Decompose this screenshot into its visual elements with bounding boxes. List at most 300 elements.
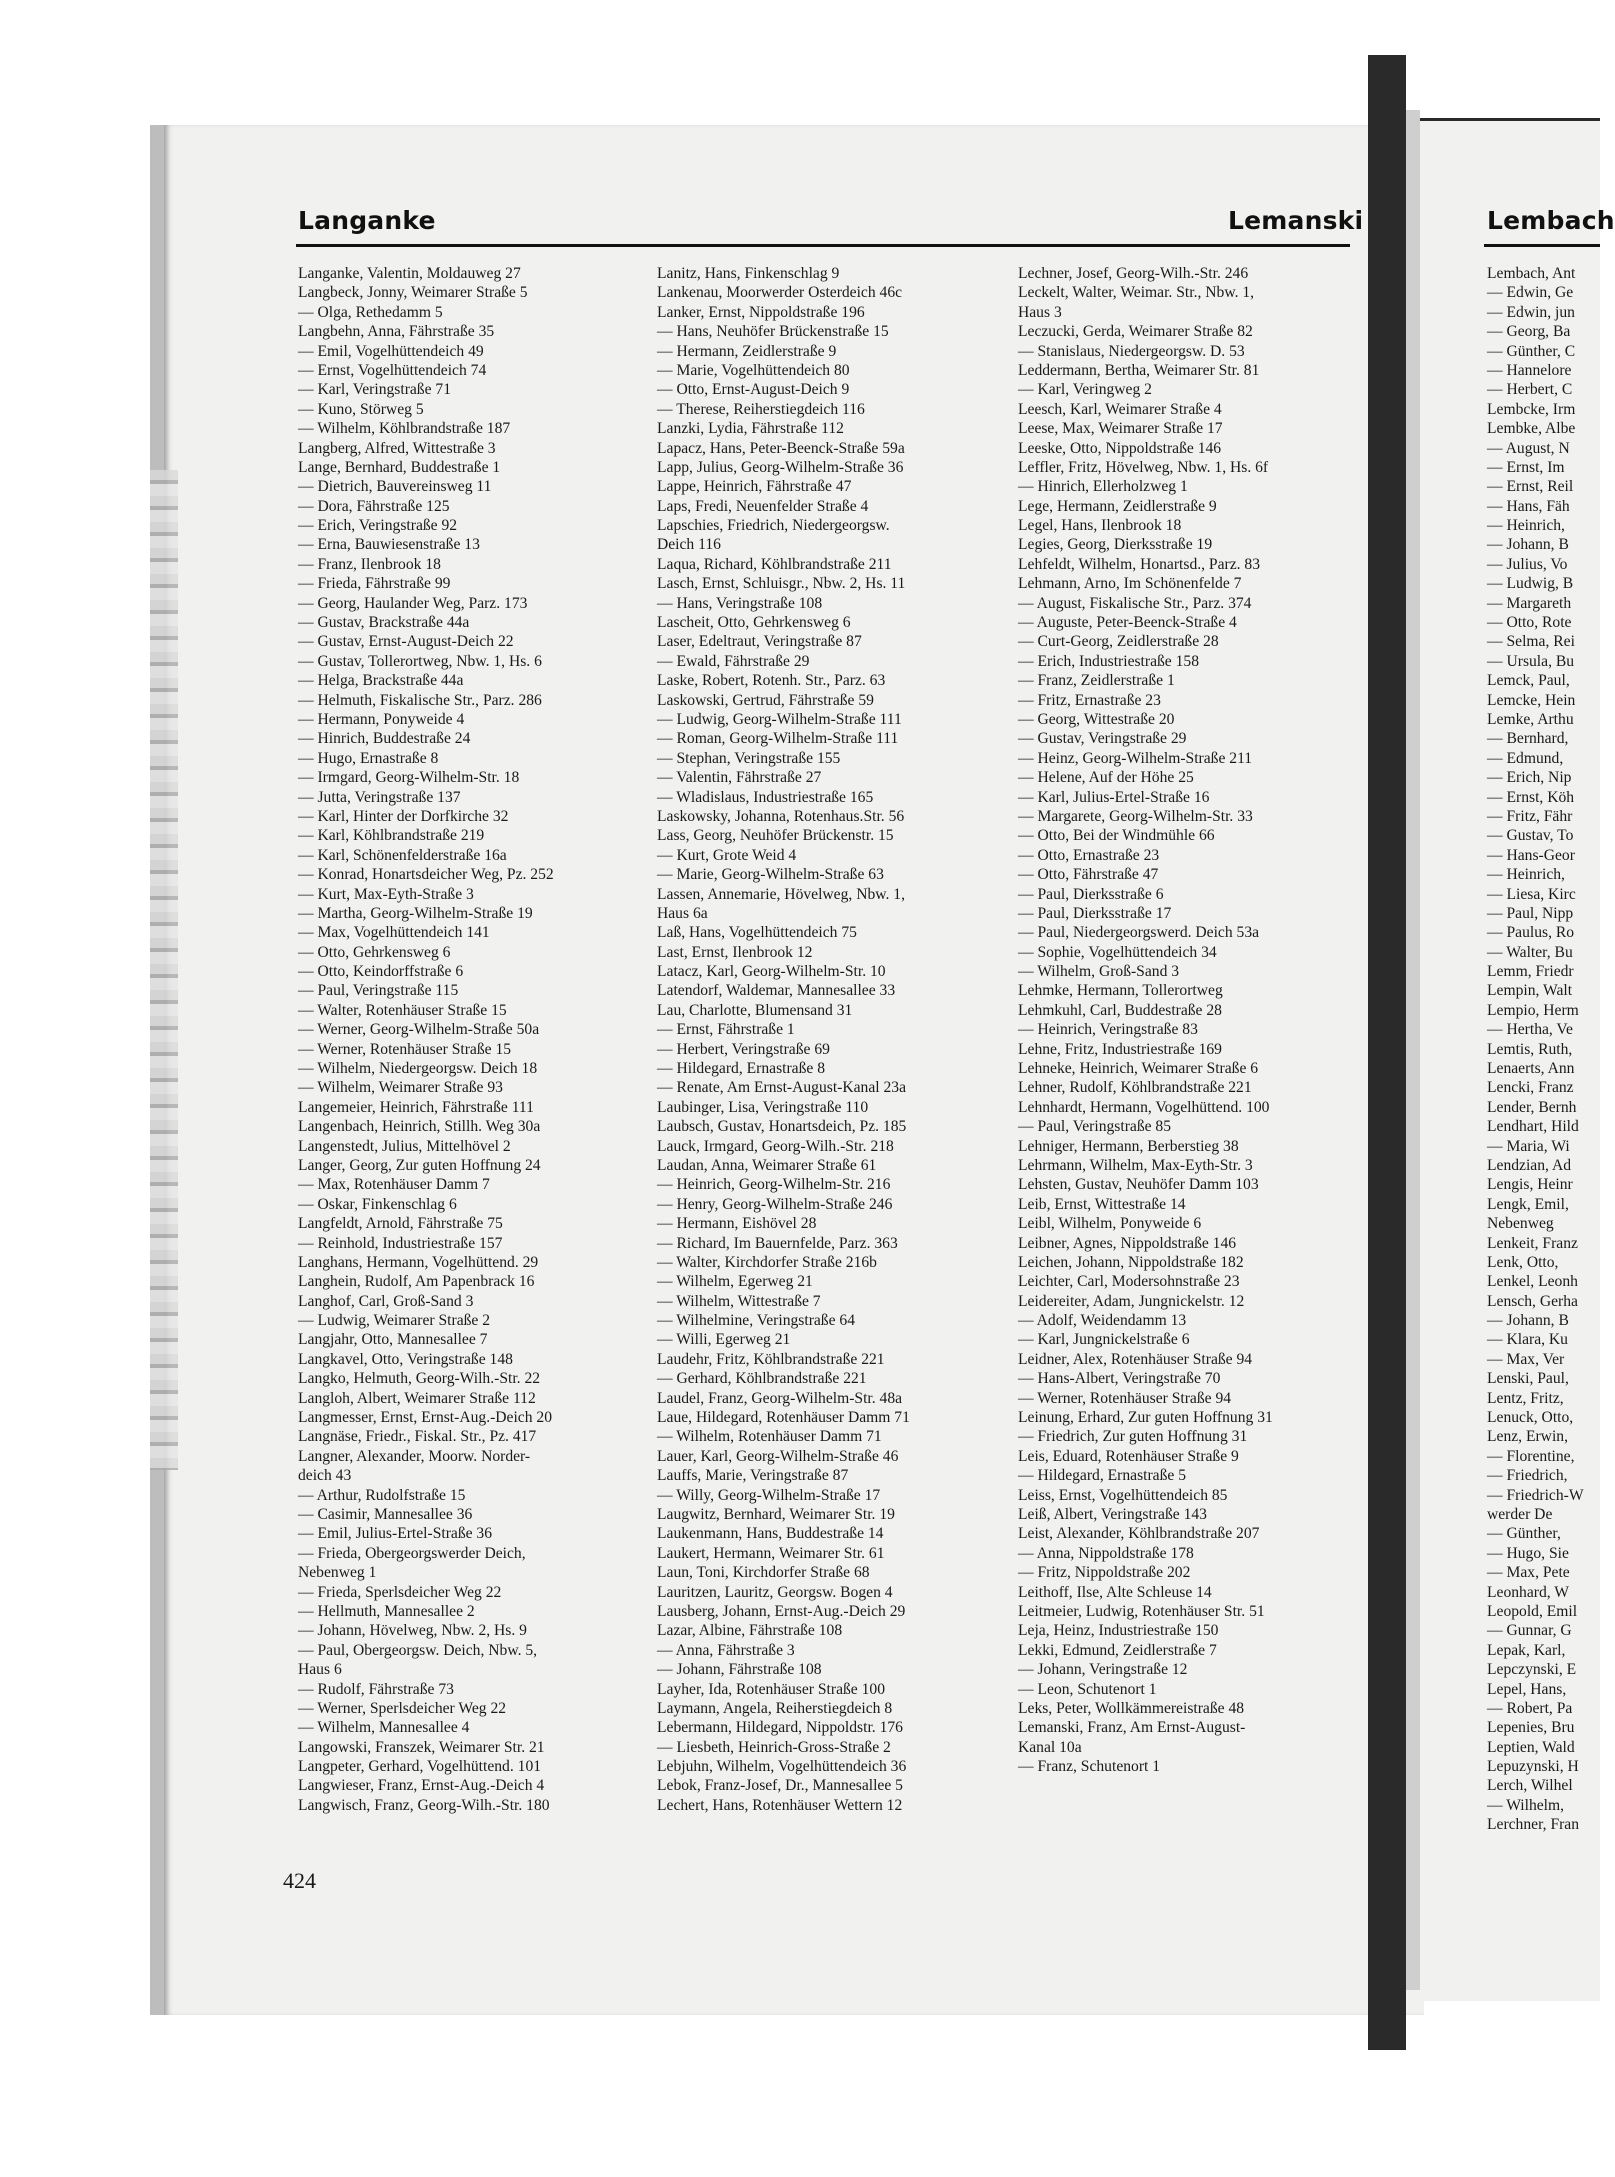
directory-entry: Lengk, Emil, [1487,1195,1569,1213]
directory-entry: — Gunnar, G [1487,1622,1572,1640]
directory-entry: Laskowsky, Johanna, Rotenhaus.Str. 56 [657,807,905,825]
directory-entry: Langanke, Valentin, Moldauweg 27 [298,265,521,282]
directory-entry: Lehmann, Arno, Im Schönenfelde 7 [1018,575,1242,593]
directory-entry: Lebok, Franz-Josef, Dr., Mannesallee 5 [657,1777,903,1795]
directory-entry: — Hermann, Zeidlerstraße 9 [657,342,837,360]
directory-entry: Lekki, Edmund, Zeidlerstraße 7 [1018,1641,1217,1659]
directory-entry: — Sophie, Vogelhüttendeich 34 [1018,943,1217,961]
directory-entry: — Günther, [1487,1525,1561,1543]
directory-entry: — Werner, Rotenhäuser Straße 94 [1018,1389,1232,1407]
directory-entry: Lenski, Paul, [1487,1370,1569,1388]
directory-entry: Nebenweg [1487,1215,1554,1233]
directory-entry: Leiß, Albert, Veringstraße 143 [1018,1506,1207,1523]
directory-entry: — Erich, Veringstraße 92 [298,517,458,535]
directory-entry: — Paul, Dierksstraße 6 [1018,885,1164,903]
directory-entry: — Otto, Bei der Windmühle 66 [1018,827,1215,845]
directory-entry: Langhof, Carl, Groß-Sand 3 [298,1292,474,1310]
directory-entry: Langwisch, Franz, Georg-Wilh.-Str. 180 [298,1796,550,1814]
directory-entry: Lengis, Heinr [1487,1176,1573,1194]
directory-entry: Lembke, Albe [1487,420,1576,438]
directory-entry: — Werner, Rotenhäuser Straße 15 [298,1040,512,1058]
directory-entry: Lazar, Albine, Fährstraße 108 [657,1622,843,1640]
directory-entry: Lapp, Julius, Georg-Wilhelm-Straße 36 [657,458,904,476]
directory-entry: Lausberg, Johann, Ernst-Aug.-Deich 29 [657,1602,906,1620]
directory-entry: Lehner, Rudolf, Köhlbrandstraße 221 [1018,1079,1252,1097]
directory-entry: — Ernst, Reil [1487,478,1574,496]
directory-entry: — Paulus, Ro [1487,924,1575,942]
directory-entry: — Johann, Hövelweg, Nbw. 2, Hs. 9 [298,1622,527,1640]
directory-entry: — Wilhelm, Weimarer Straße 93 [298,1079,503,1097]
directory-entry: — Roman, Georg-Wilhelm-Straße 111 [657,730,899,748]
directory-entry: Lerchner, Fran [1487,1816,1580,1834]
directory-entry: — Richard, Im Bauernfelde, Parz. 363 [657,1234,898,1252]
directory-entry: — Hildegard, Ernastraße 8 [657,1060,826,1078]
directory-entry: Leichter, Carl, Modersohnstraße 23 [1018,1273,1240,1291]
directory-entry: Lapschies, Friedrich, Niedergeorgsw. [657,517,890,535]
directory-entry: Haus 3 [1018,303,1062,321]
directory-entry: — Friedrich, Zur guten Hoffnung 31 [1018,1428,1248,1446]
directory-entry: — Hugo, Sie [1487,1544,1569,1562]
directory-entry: — Marie, Georg-Wilhelm-Straße 63 [657,866,884,884]
directory-entry: — Gustav, To [1487,827,1574,845]
directory-entry: Lepuzynski, H [1487,1758,1579,1776]
directory-entry: Lehmkuhl, Carl, Buddestraße 28 [1018,1001,1222,1019]
directory-entry: Lebjuhn, Wilhelm, Vogelhüttendeich 36 [657,1758,907,1776]
directory-entry: — Max, Vogelhüttendeich 141 [298,924,490,942]
directory-entry: Leks, Peter, Wollkämmereistraße 48 [1018,1699,1245,1717]
directory-entry: Lehmke, Hermann, Tollerortweg [1018,982,1223,1000]
directory-entry: Laubinger, Lisa, Veringstraße 110 [657,1098,869,1116]
directory-entry: Leczucki, Gerda, Weimarer Straße 82 [1018,323,1253,341]
directory-entry: — Arthur, Rudolfstraße 15 [298,1486,466,1504]
directory-entry: — Johann, Veringstraße 12 [1018,1661,1188,1679]
directory-entry: — Leon, Schutenort 1 [1018,1680,1157,1698]
directory-entry: Lauffs, Marie, Veringstraße 87 [657,1467,849,1485]
directory-entry: Lehfeldt, Wilhelm, Honartsd., Parz. 83 [1018,555,1261,573]
directory-entry: Leinung, Erhard, Zur guten Hoffnung 31 [1018,1409,1273,1427]
directory-entry: — Otto, Keindorffstraße 6 [298,963,464,981]
directory-entry: Lauritzen, Lauritz, Georgsw. Bogen 4 [657,1583,893,1601]
directory-entry: Leckelt, Walter, Weimar. Str., Nbw. 1, [1018,284,1255,302]
directory-entry: — Gustav, Veringstraße 29 [1018,730,1187,748]
directory-entry: — Gustav, Tollerortweg, Nbw. 1, Hs. 6 [298,652,542,670]
directory-entry: Laudan, Anna, Weimarer Straße 61 [657,1156,877,1174]
directory-entry: Lemm, Friedr [1487,963,1574,981]
directory-entry: Langowski, Franszek, Weimarer Str. 21 [298,1738,545,1756]
directory-entry: Lanitz, Hans, Finkenschlag 9 [657,265,840,282]
directory-entry: Leptien, Wald [1487,1738,1575,1756]
directory-entry: werder De [1487,1506,1553,1523]
directory-entry: Lembcke, Irm [1487,400,1576,418]
directory-entry: — Otto, Ernst-August-Deich 9 [657,381,850,399]
directory-entry: — Wilhelm, Mannesallee 4 [298,1719,470,1737]
directory-entry: Leidner, Alex, Rotenhäuser Straße 94 [1018,1350,1253,1368]
directory-entry: — Helmuth, Fiskalische Str., Parz. 286 [298,691,542,709]
directory-entry: Lebermann, Hildegard, Nippoldstr. 176 [657,1719,903,1737]
directory-entry: Lenkeit, Franz [1487,1234,1578,1252]
directory-entry: Lencki, Franz [1487,1079,1574,1097]
directory-entry: Langenstedt, Julius, Mittelhövel 2 [298,1137,511,1155]
directory-entry: Leithoff, Ilse, Alte Schleuse 14 [1018,1583,1212,1601]
directory-entry: Langner, Alexander, Moorw. Norder- [298,1447,531,1465]
directory-entry: Laser, Edeltraut, Veringstraße 87 [657,633,862,651]
directory-entry: Laue, Hildegard, Rotenhäuser Damm 71 [657,1409,910,1427]
directory-entry: — Franz, Schutenort 1 [1018,1758,1161,1776]
directory-entry: — Edwin, jun [1487,303,1575,321]
directory-entry: — Hans-Geor [1487,846,1575,864]
directory-entry: Lembach, Ant [1487,265,1576,282]
directory-entry: — Ernst, Vogelhüttendeich 74 [298,361,487,379]
running-head-next-page: Lembach [1487,206,1615,235]
directory-entry: — Julius, Vo [1487,555,1568,573]
directory-entry: Lepczynski, E [1487,1661,1577,1679]
directory-entry: — Willi, Egerweg 21 [657,1331,791,1349]
directory-entry: — Heinrich, [1487,866,1565,884]
directory-entry: — Olga, Rethedamm 5 [298,303,443,321]
directory-entry: — Kurt, Max-Eyth-Straße 3 [298,885,474,903]
directory-entry: Laske, Robert, Rotenh. Str., Parz. 63 [657,672,886,690]
directory-entry: — Emil, Vogelhüttendeich 49 [298,342,484,360]
directory-entry: — Hildegard, Ernastraße 5 [1018,1467,1187,1485]
directory-entry: Langbeck, Jonny, Weimarer Straße 5 [298,284,528,302]
directory-entry: Leib, Ernst, Wittestraße 14 [1018,1195,1186,1213]
directory-entry: — Anna, Nippoldstraße 178 [1018,1544,1194,1562]
directory-entry: — Herbert, C [1487,381,1573,399]
directory-entry: — Irmgard, Georg-Wilhelm-Str. 18 [298,769,520,787]
directory-entry: — August, N [1487,439,1570,457]
directory-entry: Laukenmann, Hans, Buddestraße 14 [657,1525,884,1543]
directory-entry: Laudel, Franz, Georg-Wilhelm-Str. 48a [657,1389,903,1407]
directory-entry: — Max, Pete [1487,1564,1570,1582]
directory-entry: — Paul, Dierksstraße 17 [1018,904,1172,922]
directory-entry: — Wilhelm, Köhlbrandstraße 187 [298,420,511,438]
directory-entry: Laugwitz, Bernhard, Weimarer Str. 19 [657,1506,895,1523]
directory-entry: Leopold, Emil [1487,1602,1578,1620]
directory-entry: Leitmeier, Ludwig, Rotenhäuser Str. 51 [1018,1602,1265,1620]
directory-entry: Leesch, Karl, Weimarer Straße 4 [1018,400,1222,418]
directory-entry: — Maria, Wi [1487,1137,1570,1155]
directory-entry: Last, Ernst, Ilenbrook 12 [657,943,813,961]
directory-entry: — Hugo, Ernastraße 8 [298,749,439,767]
directory-entry: — Heinrich, [1487,517,1565,535]
directory-entry: Leist, Alexander, Köhlbrandstraße 207 [1018,1525,1260,1543]
directory-entry: Lemcke, Hein [1487,691,1576,709]
directory-entry: Lasch, Ernst, Schluisgr., Nbw. 2, Hs. 11 [657,575,906,593]
directory-entry: — Valentin, Fährstraße 27 [657,769,822,787]
directory-entry: — Fritz, Nippoldstraße 202 [1018,1564,1191,1582]
directory-entry: — Henry, Georg-Wilhelm-Straße 246 [657,1195,893,1213]
directory-entry: Leiss, Ernst, Vogelhüttendeich 85 [1018,1486,1228,1504]
directory-entry: — Friedrich, [1487,1467,1568,1485]
directory-entry: Lass, Georg, Neuhöfer Brückenstr. 15 [657,827,894,845]
directory-entry: — Oskar, Finkenschlag 6 [298,1195,457,1213]
directory-entry: — Therese, Reiherstiegdeich 116 [657,400,865,418]
directory-entry: — Margarete, Georg-Wilhelm-Str. 33 [1018,807,1253,825]
directory-entry: Langwieser, Franz, Ernst-Aug.-Deich 4 [298,1777,545,1795]
directory-entry: Lauck, Irmgard, Georg-Wilh.-Str. 218 [657,1137,894,1155]
directory-entry: Langfeldt, Arnold, Fährstraße 75 [298,1215,503,1233]
running-head-right: Lemanski [1228,206,1364,235]
directory-entry: — Georg, Ba [1487,323,1571,341]
directory-entry: Lendzian, Ad [1487,1156,1572,1174]
directory-entry: — Johann, B [1487,1312,1569,1330]
directory-entry: — Emil, Julius-Ertel-Straße 36 [298,1525,493,1543]
directory-entry: — Ludwig, Weimarer Straße 2 [298,1312,491,1330]
directory-entry: — Franz, Zeidlerstraße 1 [1018,672,1175,690]
directory-entry: Langpeter, Gerhard, Vogelhüttend. 101 [298,1758,542,1776]
directory-entry: Laymann, Angela, Reiherstiegdeich 8 [657,1699,893,1717]
directory-entry: — Hinrich, Buddestraße 24 [298,730,471,748]
directory-entry: Langemeier, Heinrich, Fährstraße 111 [298,1098,534,1116]
directory-entry: — Ernst, Köh [1487,788,1575,806]
directory-entry: Lehne, Fritz, Industriestraße 169 [1018,1040,1222,1058]
directory-entry: — Hannelore [1487,361,1572,379]
header-rule [296,244,1350,247]
page-number: 424 [283,1868,316,1893]
directory-entry: — Gustav, Brackstraße 44a [298,614,470,632]
directory-entry: Langhans, Hermann, Vogelhüttend. 29 [298,1253,539,1271]
directory-entry: Lehnhardt, Hermann, Vogelhüttend. 100 [1018,1098,1270,1116]
directory-entry: — Bernhard, [1487,730,1569,748]
directory-entry: — Wilhelm, Egerweg 21 [657,1273,813,1291]
directory-entry: deich 43 [298,1467,352,1485]
directory-entry: — Wilhelm, Wittestraße 7 [657,1292,821,1310]
directory-entry: — Karl, Veringweg 2 [1018,381,1152,399]
directory-entry: — Karl, Hinter der Dorfkirche 32 [298,807,509,825]
directory-entry: — Max, Rotenhäuser Damm 7 [298,1176,490,1194]
directory-entry: — Karl, Schönenfelderstraße 16a [298,846,507,864]
directory-entry: — Ernst, Im [1487,458,1565,476]
directory-entry: — Werner, Sperlsdeicher Weg 22 [298,1699,507,1717]
directory-entry: — Erna, Bauwiesenstraße 13 [298,536,480,554]
directory-entry: — Frieda, Obergeorgswerder Deich, [298,1544,526,1562]
directory-entry: Lechner, Josef, Georg-Wilh.-Str. 246 [1018,265,1249,282]
directory-entry: — Renate, Am Ernst-August-Kanal 23a [657,1079,907,1097]
directory-entry: Latendorf, Waldemar, Mannesallee 33 [657,982,896,1000]
directory-entry: Laubsch, Gustav, Honartsdeich, Pz. 185 [657,1118,907,1136]
directory-entry: — Wilhelm, Rotenhäuser Damm 71 [657,1428,882,1446]
directory-entry: Lepak, Karl, [1487,1641,1566,1659]
directory-entry: — Walter, Bu [1487,943,1573,961]
directory-entry: — Martha, Georg-Wilhelm-Straße 19 [298,904,533,922]
directory-entry: — Wilhelmine, Veringstraße 64 [657,1312,856,1330]
directory-column-next-page [1487,264,1600,1835]
directory-entry: Lepel, Hans, [1487,1680,1567,1698]
directory-entry: Leis, Eduard, Rotenhäuser Straße 9 [1018,1447,1239,1465]
directory-entry: — Erich, Nip [1487,769,1572,787]
directory-entry: — Liesbeth, Heinrich-Gross-Straße 2 [657,1738,891,1756]
directory-entry: — Karl, Veringstraße 71 [298,381,452,399]
directory-entry: — Hans, Neuhöfer Brückenstraße 15 [657,323,889,341]
directory-entry: Lassen, Annemarie, Hövelweg, Nbw. 1, [657,885,905,903]
directory-entry: — Otto, Rote [1487,614,1572,632]
directory-entry: — Hermann, Eishövel 28 [657,1215,817,1233]
directory-entry: — Hans-Albert, Veringstraße 70 [1018,1370,1221,1388]
directory-entry: Lenz, Erwin, [1487,1428,1568,1446]
directory-entry: — Otto, Gehrkensweg 6 [298,943,451,961]
directory-entry: Lauer, Karl, Georg-Wilhelm-Straße 46 [657,1447,899,1465]
directory-entry: — Stephan, Veringstraße 155 [657,749,841,767]
directory-entry: — Hellmuth, Mannesallee 2 [298,1602,475,1620]
directory-entry: Haus 6a [657,904,708,922]
directory-entry: — Casimir, Mannesallee 36 [298,1506,473,1523]
directory-entry: Langnäse, Friedr., Fiskal. Str., Pz. 417 [298,1428,537,1446]
directory-entry: Lendhart, Hild [1487,1118,1579,1136]
directory-entry: Leja, Heinz, Industriestraße 150 [1018,1622,1219,1640]
directory-entry: — Friedrich-W [1487,1486,1584,1504]
directory-entry: Latacz, Karl, Georg-Wilhelm-Str. 10 [657,963,886,981]
directory-entry: — Margareth [1487,594,1572,612]
directory-entry: Lenaerts, Ann [1487,1060,1575,1078]
directory-entry: Leidereiter, Adam, Jungnickelstr. 12 [1018,1292,1245,1310]
directory-entry: — Dietrich, Bauvereinsweg 11 [298,478,492,496]
directory-entry: — Hertha, Ve [1487,1021,1573,1039]
directory-entry: — Paul, Nipp [1487,904,1574,922]
directory-entry: — Kuno, Störweg 5 [298,400,424,418]
directory-entry: Lankenau, Moorwerder Osterdeich 46c [657,284,903,302]
directory-entry: Lechert, Hans, Rotenhäuser Wettern 12 [657,1796,903,1814]
directory-entry: — Paul, Niedergeorgswerd. Deich 53a [1018,924,1260,942]
directory-entry: Laudehr, Fritz, Köhlbrandstraße 221 [657,1350,885,1368]
directory-entry: Langjahr, Otto, Mannesallee 7 [298,1331,488,1349]
directory-entry: Legies, Georg, Dierksstraße 19 [1018,536,1213,554]
directory-entry: Laukert, Hermann, Weimarer Str. 61 [657,1544,885,1562]
directory-entry: — Wilhelm, [1487,1796,1565,1814]
directory-entry: Laps, Fredi, Neuenfelder Straße 4 [657,497,869,515]
directory-entry: — Paul, Veringstraße 115 [298,982,459,1000]
directory-entry: Langhein, Rudolf, Am Papenbrack 16 [298,1273,535,1291]
directory-entry: Lege, Hermann, Zeidlerstraße 9 [1018,497,1217,515]
directory-entry: — Johann, B [1487,536,1569,554]
directory-column-2 [657,264,1002,1815]
directory-entry: Langenbach, Heinrich, Stillh. Weg 30a [298,1118,541,1136]
directory-entry: — Hermann, Ponyweide 4 [298,710,465,728]
directory-entry: — Werner, Georg-Wilhelm-Straße 50a [298,1021,540,1039]
directory-entry: — Erich, Industriestraße 158 [1018,652,1200,670]
directory-entry: — Otto, Ernastraße 23 [1018,846,1160,864]
directory-entry: — Selma, Rei [1487,633,1575,651]
running-head-left: Langanke [298,206,436,235]
directory-entry: — Ludwig, B [1487,575,1574,593]
directory-entry: Lentz, Fritz, [1487,1389,1564,1407]
directory-entry: Laskowski, Gertrud, Fährstraße 59 [657,691,874,709]
directory-entry: Lanker, Ernst, Nippoldstraße 196 [657,303,865,321]
directory-entry: — Helene, Auf der Höhe 25 [1018,769,1194,787]
directory-entry: Lenk, Otto, [1487,1253,1559,1271]
directory-entry: Lehniger, Hermann, Berberstieg 38 [1018,1137,1239,1155]
directory-entry: — Reinhold, Industriestraße 157 [298,1234,503,1252]
directory-entry: — Frieda, Sperlsdeicher Weg 22 [298,1583,502,1601]
directory-entry: — Walter, Kirchdorfer Straße 216b [657,1253,877,1271]
directory-entry: Laqua, Richard, Köhlbrandstraße 211 [657,555,892,573]
directory-entry: Lepenies, Bru [1487,1719,1575,1737]
directory-entry: — Herbert, Veringstraße 69 [657,1040,830,1058]
directory-entry: Langbehn, Anna, Fährstraße 35 [298,323,495,341]
header-rule-next-page [1484,244,1600,247]
directory-entry: — Paul, Veringstraße 85 [1018,1118,1172,1136]
directory-column-3 [1018,264,1363,1776]
directory-entry: Lehsten, Gustav, Neuhöfer Damm 103 [1018,1176,1259,1194]
directory-entry: — Frieda, Fährstraße 99 [298,575,451,593]
directory-entry: — Gustav, Ernst-August-Deich 22 [298,633,514,651]
directory-entry: Lemke, Arthu [1487,710,1574,728]
directory-entry: — Fritz, Fähr [1487,807,1573,825]
directory-entry: Deich 116 [657,536,721,554]
gutter-highlight [1406,110,1420,1990]
directory-entry: Lapacz, Hans, Peter-Beenck-Straße 59a [657,439,905,457]
directory-entry: Leese, Max, Weimarer Straße 17 [1018,420,1223,438]
directory-entry: — Heinrich, Georg-Wilhelm-Str. 216 [657,1176,891,1194]
directory-entry: — Ernst, Fährstraße 1 [657,1021,795,1039]
directory-entry: Langmesser, Ernst, Ernst-Aug.-Deich 20 [298,1409,553,1427]
directory-entry: — Johann, Fährstraße 108 [657,1661,822,1679]
directory-entry: Lensch, Gerha [1487,1292,1578,1310]
directory-entry: — August, Fiskalische Str., Parz. 374 [1018,594,1252,612]
directory-entry: — Hans, Veringstraße 108 [657,594,823,612]
directory-entry: — Ludwig, Georg-Wilhelm-Straße 111 [657,710,902,728]
directory-entry: — Max, Ver [1487,1350,1565,1368]
directory-entry: — Dora, Fährstraße 125 [298,497,450,515]
directory-entry: — Karl, Julius-Ertel-Straße 16 [1018,788,1210,806]
directory-entry: Lange, Bernhard, Buddestraße 1 [298,458,501,476]
directory-entry: Nebenweg 1 [298,1564,377,1582]
directory-column-1 [298,264,643,1815]
directory-entry: — Walter, Rotenhäuser Straße 15 [298,1001,507,1019]
directory-entry: Leibner, Agnes, Nippoldstraße 146 [1018,1234,1237,1252]
directory-entry: Leeske, Otto, Nippoldstraße 146 [1018,439,1222,457]
directory-entry: — Jutta, Veringstraße 137 [298,788,461,806]
directory-entry: Lenkel, Leonh [1487,1273,1578,1291]
directory-entry: — Georg, Haulander Weg, Parz. 173 [298,594,528,612]
directory-entry: — Kurt, Grote Weid 4 [657,846,797,864]
directory-entry: Leibl, Wilhelm, Ponyweide 6 [1018,1215,1202,1233]
directory-entry: Langloh, Albert, Weimarer Straße 112 [298,1389,536,1407]
directory-entry: Legel, Hans, Ilenbrook 18 [1018,517,1182,535]
directory-entry: Leddermann, Bertha, Weimarer Str. 81 [1018,361,1260,379]
directory-entry: — Gerhard, Köhlbrandstraße 221 [657,1370,867,1388]
directory-entry: Lemck, Paul, [1487,672,1570,690]
directory-entry: Lempio, Herm [1487,1001,1579,1019]
directory-entry: — Fritz, Ernastraße 23 [1018,691,1161,709]
page-edge-shadow [150,470,178,1470]
directory-entry: Lerch, Wilhel [1487,1777,1573,1795]
directory-entry: Laß, Hans, Vogelhüttendeich 75 [657,924,857,942]
directory-entry: — Helga, Brackstraße 44a [298,672,464,690]
directory-entry: Lehneke, Heinrich, Weimarer Straße 6 [1018,1060,1259,1078]
directory-entry: Lascheit, Otto, Gehrkensweg 6 [657,614,851,632]
directory-entry: Langko, Helmuth, Georg-Wilh.-Str. 22 [298,1370,541,1388]
directory-entry: — Edmund, [1487,749,1564,767]
directory-entry: Lau, Charlotte, Blumensand 31 [657,1001,853,1019]
directory-entry: — Stanislaus, Niedergeorgsw. D. 53 [1018,342,1245,360]
book-gutter [1368,55,1406,2050]
directory-entry: Lehrmann, Wilhelm, Max-Eyth-Str. 3 [1018,1156,1253,1174]
directory-entry: Langer, Georg, Zur guten Hoffnung 24 [298,1156,541,1174]
directory-entry: Langberg, Alfred, Wittestraße 3 [298,439,496,457]
directory-entry: Leichen, Johann, Nippoldstraße 182 [1018,1253,1244,1271]
directory-entry: Lemanski, Franz, Am Ernst-August- [1018,1719,1246,1737]
directory-entry: Lenuck, Otto, [1487,1409,1574,1427]
directory-entry: — Marie, Vogelhüttendeich 80 [657,361,850,379]
directory-entry: — Wladislaus, Industriestraße 165 [657,788,874,806]
directory-entry: — Paul, Obergeorgsw. Deich, Nbw. 5, [298,1641,538,1659]
directory-entry: Layher, Ida, Rotenhäuser Straße 100 [657,1680,886,1698]
directory-entry: Leffler, Fritz, Hövelweg, Nbw. 1, Hs. 6f [1018,458,1269,476]
directory-entry: — Robert, Pa [1487,1699,1573,1717]
directory-entry: Lempin, Walt [1487,982,1573,1000]
directory-entry: Haus 6 [298,1661,342,1679]
directory-entry: — Hans, Fäh [1487,497,1570,515]
